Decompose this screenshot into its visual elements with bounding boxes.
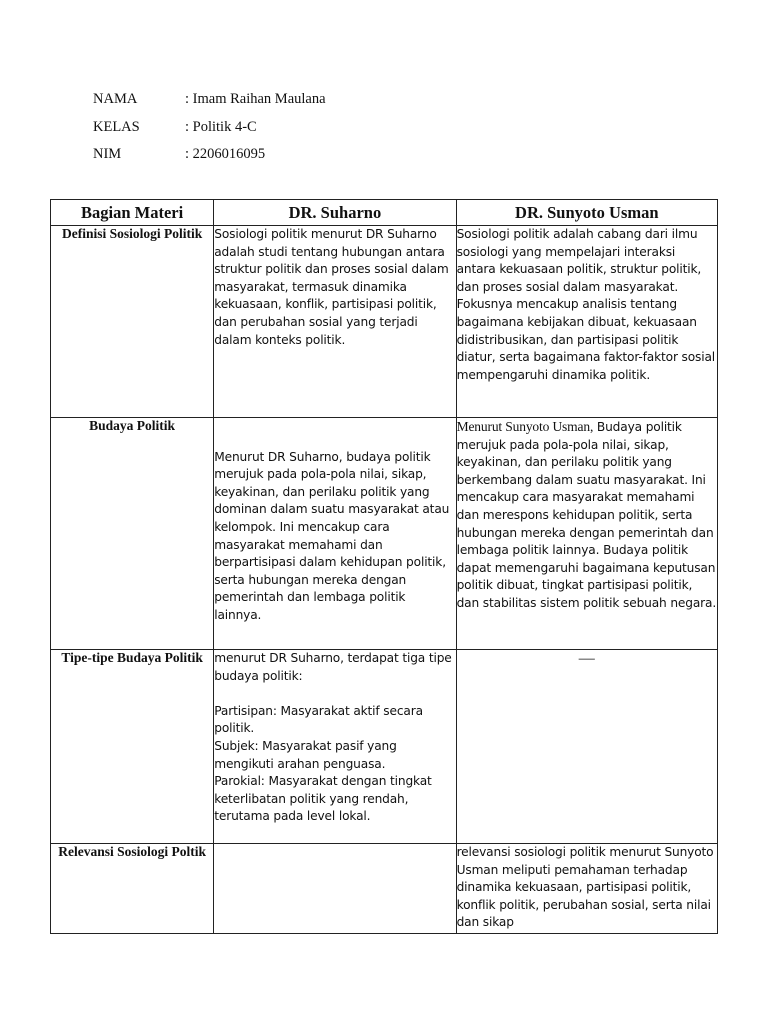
row-label: Budaya Politik [51,418,214,650]
header-bagian-materi: Bagian Materi [51,200,214,226]
table-row [51,418,718,650]
type-parokial: Parokial: Masyarakat dengan tingkat keterlibatan politik yang rendah, terutama pada level lokal. [214,774,432,824]
usman-cell-empty-dash: — [456,650,717,844]
header-suharno: DR. Suharno [214,200,456,226]
suharno-cell: Menurut DR Suharno, budaya politik merujuk pada pola-pola nilai, sikap, keyakinan, dan perilaku politik yang dominan dalam suatu masyarakat atau kelompok. Ini mencakup cara masyarakat memahami dan berpartisipasi dalam kehidupan politik, serta hubungan mereka dengan pemerintah dan lembaga politik lainnya. [214,418,456,650]
nim-label: NIM [93,146,122,163]
row-label: Relevansi Sosiologi Poltik [51,844,214,934]
comparison-table [50,199,718,934]
suharno-cell [214,844,456,934]
usman-cell: Sosiologi politik adalah cabang dari ilmu sosiologi yang mempelajari interaksi antara kekuasaan politik, struktur politik, dan proses sosial dalam masyarakat. Fokusnya mencakup analisis tentang bagaimana kebijakan dibuat, kekuasaan didistribusikan, dan partisipasi politik diatur, serta bagaimana faktor-faktor sosial mempengaruhi dinamika politik. [456,226,717,418]
class-value: : Politik 4-C [185,118,257,135]
table-header-row [51,200,718,226]
header-sunyoto-usman: DR. Sunyoto Usman [456,200,717,226]
spacer [214,685,455,703]
table-row [51,650,718,844]
table-row [51,844,718,934]
suharno-cell: Sosiologi politik menurut DR Suharno adalah studi tentang hubungan antara struktur politik dan proses sosial dalam masyarakat, termasuk dinamika kekuasaan, konflik, partisipasi politik, dan perubahan sosial yang terjadi dalam konteks politik. [214,226,456,418]
usman-cell: relevansi sosiologi politik menurut Sunyoto Usman meliputi pemahaman terhadap dinamika kekuasaan, partisipasi politik, konflik politik, perubahan sosial, serta nilai dan sikap [456,844,717,934]
usman-cell [456,418,717,650]
nim-value: : 2206016095 [185,146,266,163]
name-value: : Imam Raihan Maulana [185,91,326,108]
student-info [93,86,326,169]
table-row [51,226,718,418]
class-label: KELAS [93,118,140,135]
type-subjek: Subjek: Masyarakat pasif yang mengikuti arahan penguasa. [214,738,397,771]
name-label: NAMA [93,91,138,108]
row-label: Tipe-tipe Budaya Politik [51,650,214,844]
row-label: Definisi Sosiologi Politik [51,226,214,418]
nim-row [93,141,326,169]
class-row [93,114,326,142]
usman-text: Budaya politik merujuk pada pola-pola nilai, sikap, keyakinan, dan perilaku politik yang berkembang dalam suatu masyarakat. Ini mencakup cara masyarakat memahami dan merespons kehidupan politik, serta hubungan mereka dengan pemerintah dan lembaga politik lainnya. Budaya politik dapat memengaruhi bagaimana keputusan politik dibuat, tingkat partisipasi politik, dan stabilitas sistem politik sebuah negara. [456,420,717,610]
type-partisipan: Partisipan: Masyarakat aktif secara politik. [214,703,423,736]
suharno-cell [214,650,456,844]
name-row [93,86,326,114]
usman-lead: Menurut Sunyoto Usman, [456,419,594,434]
types-intro: menurut DR Suharno, terdapat tiga tipe budaya politik: [214,651,452,683]
